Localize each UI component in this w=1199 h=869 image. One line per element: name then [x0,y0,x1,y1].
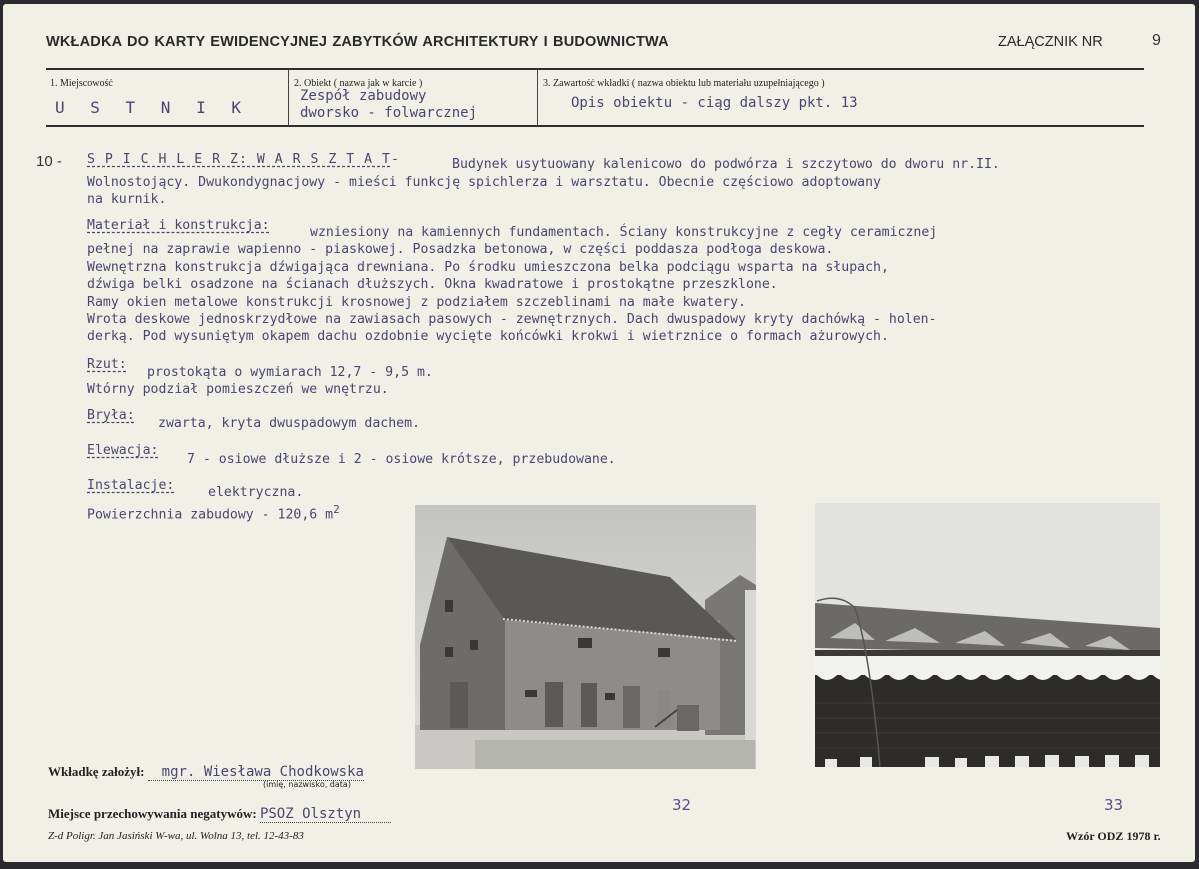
material-line-6: Wrota deskowe jednoskrzydłowe na zawiasach pasowych - zewnętrznych. Dach dwuspadowy kryty dachówką - holen- [87,312,937,327]
field-value-contents: Opis obiektu - ciąg dalszy pkt. 13 [571,95,858,111]
card-title: WKŁADKA DO KARTY EWIDENCYJNEJ ZABYTKÓW ARCHITEKTURY I BUDOWNICTWA [46,34,669,50]
rzut-line-1: prostokąta o wymiarach 12,7 - 9,5 m. [147,365,433,380]
elewacja-text: 7 - osiowe dłuższe i 2 - osiowe krótsze, przebudowane. [187,452,616,467]
field-label-contents: 3. Zawartość wkładki ( nazwa obiektu lub materiału uzupełniającego ) [543,78,825,89]
author-hint: (imię, nazwisko, data) [263,780,351,789]
form-version: Wzór ODZ 1978 r. [1066,829,1161,843]
material-heading: Materiał i konstrukcja: [87,218,270,233]
area-unit-sup: 2 [333,503,340,516]
section-title [87,151,400,168]
negatives-value: PSOZ Olsztyn [260,806,391,823]
annex-number: 9 [1152,32,1161,49]
material-line-3: Wewnętrzna konstrukcja dźwigająca drewniana. Po środku umieszczona belka podciągu wsparta na słupach, [87,260,889,275]
building-photo-illustration [415,505,756,769]
field-divider-2 [537,70,538,126]
object-line-2: dworsko - folwarcznej [300,105,478,121]
intro-line-1: Budynek usytuowany kalenicowo do podwórza i szczytowo do dworu nr.II. [452,157,1000,172]
negatives-field [48,806,391,822]
photo-number-32: 32 [672,796,692,814]
bryla-heading: Bryła: [87,408,135,423]
section-title-text: S P I C H L E R Z: W A R S Z T A T [87,152,391,167]
material-line-2: pełnej na zaprawie wapienno - piaskowej. Posadzka betonowa, w części poddasza podłoga deskowa. [87,242,834,257]
material-line-7: derką. Pod wysuniętym okapem dachu ozdobnie wycięte końcówki krokwi i wietrznice o formach ażurowych. [87,329,889,344]
rzut-line-2: Wtórny podział pomieszczeń we wnętrzu. [87,382,389,397]
author-value: mgr. Wiesława Chodkowska [148,764,364,781]
area-text: Powierzchnia zabudowy - 120,6 m [87,507,334,523]
instalacje-text: elektryczna. [208,485,304,500]
annex-label: ZAŁĄCZNIK NR [998,34,1103,50]
material-line-1: wzniesiony na kamiennych fundamentach. Ściany konstrukcyjne z cegły ceramicznej [310,225,938,240]
elewacja-heading: Elewacja: [87,443,159,458]
photo-granary-building [415,505,756,769]
material-line-5: Ramy okien metalowe konstrukcji krosnowej z podziałem szczeblinami na małe kwatery. [87,295,746,310]
intro-line-3: na kurnik. [87,192,167,207]
header-rule-top [46,68,1144,70]
author-field [48,764,364,780]
object-line-1: Zespół zabudowy [300,88,427,104]
header-rule-bottom [46,125,1144,127]
author-label: Wkładkę założył: [48,764,145,779]
intro-line-2: Wolnostojący. Dwukondygnacjowy - mieści funkcję spichlerza i warsztatu. Obecnie częściowo adoptowany [87,175,881,190]
powierzchnia-text [87,501,340,523]
rzut-heading: Rzut: [87,357,127,372]
section-number: 10 - [36,153,62,170]
negatives-label: Miejsce przechowywania negatywów: [48,806,257,821]
printer-info: Z-d Poligr. Jan Jasiński W-wa, ul. Wolna 13, tel. 12-43-83 [48,830,304,842]
roof-detail-illustration [815,503,1160,767]
field-value-locality: U S T N I K [55,98,249,117]
material-line-4: dźwiga belki osadzone na ścianach dłuższych. Okna kwadratowe i prostokątne przeszklone. [87,277,778,292]
field-label-locality: 1. Miejscowość [50,78,113,89]
photo-roof-eaves-detail [815,503,1160,767]
photo-number-33: 33 [1104,796,1124,814]
title-dash: - [390,152,400,167]
bryla-text: zwarta, kryta dwuspadowym dachem. [158,416,421,431]
field-label-object: 2. Obiekt ( nazwa jak w karcie ) [294,78,423,89]
instalacje-heading: Instalacje: [87,478,175,493]
field-value-object [300,88,477,122]
field-divider-1 [288,70,289,126]
